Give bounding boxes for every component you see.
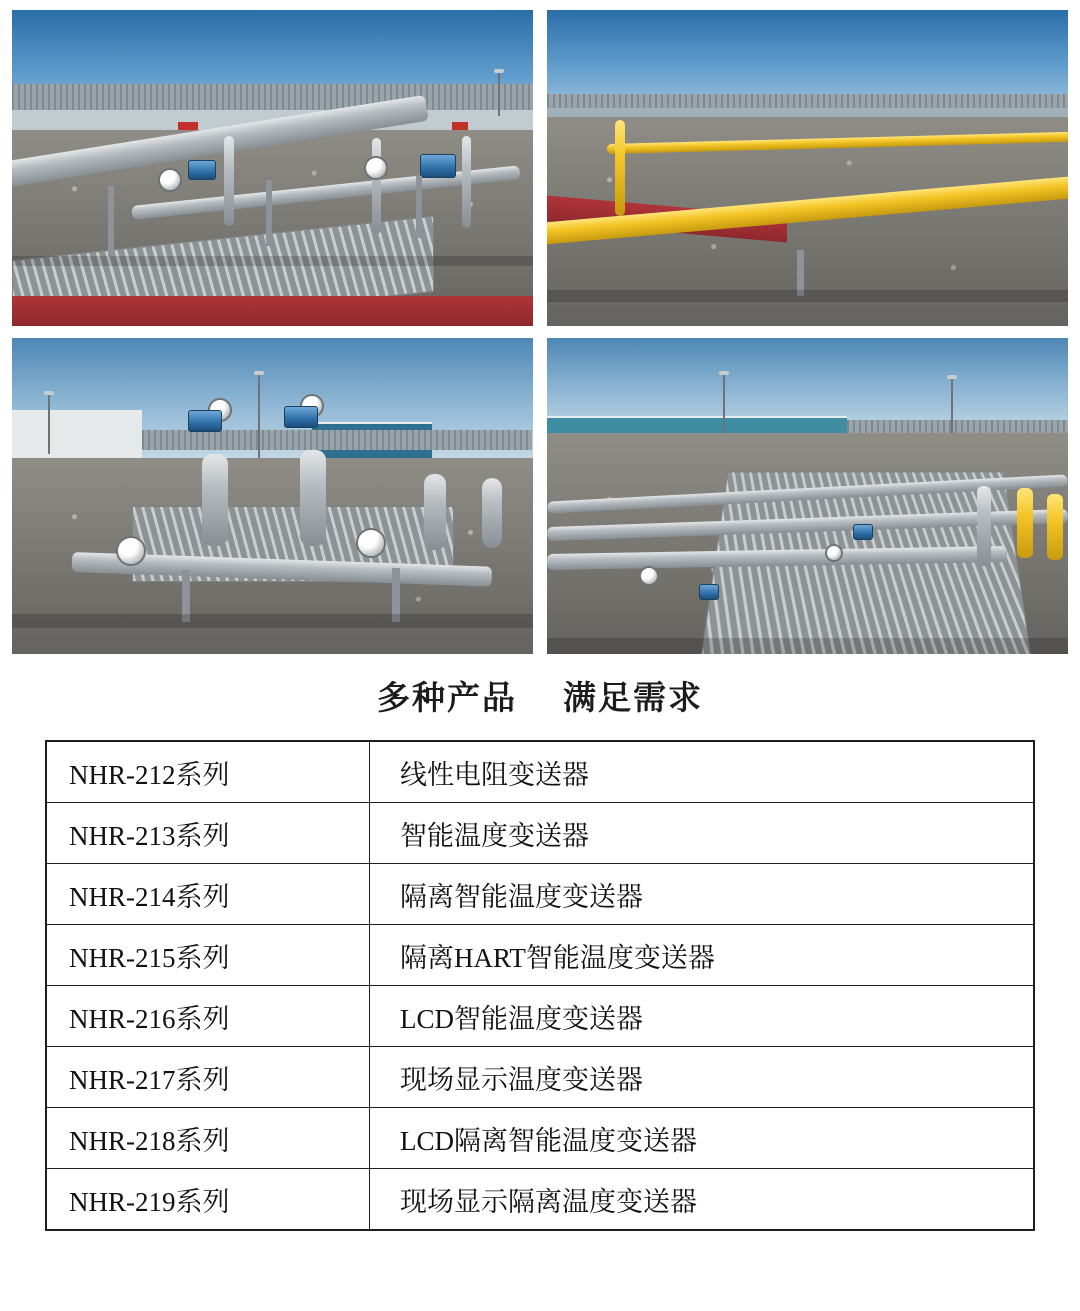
- riser-pipe: [224, 136, 234, 226]
- heading-left-text: 多种产品: [377, 678, 517, 717]
- wellhead-column: [977, 486, 991, 566]
- temperature-transmitter-icon: [853, 524, 873, 540]
- table-row: [46, 925, 1034, 986]
- table-row: [46, 1047, 1034, 1108]
- table-row: [46, 864, 1034, 925]
- product-model-table: [45, 740, 1035, 1231]
- lamp-post-icon: [723, 374, 725, 438]
- shadow: [547, 638, 1068, 654]
- pipe-support: [416, 176, 422, 238]
- yellow-riser: [615, 120, 625, 216]
- cell-name: 现场显示隔离温度变送器: [370, 1169, 1035, 1231]
- riser-pipe: [372, 138, 381, 234]
- cell-name: 现场显示温度变送器: [370, 1047, 1035, 1108]
- cell-model: NHR-219系列: [46, 1169, 370, 1231]
- photo-gallery: [12, 10, 1068, 654]
- cell-name: 线性电阻变送器: [370, 741, 1035, 803]
- instrument-column: [202, 454, 228, 546]
- shadow: [12, 614, 533, 628]
- heading-right-text: 满足需求: [563, 678, 703, 717]
- yellow-wellhead: [1047, 494, 1063, 560]
- shadow: [12, 256, 533, 266]
- cell-model: NHR-218系列: [46, 1108, 370, 1169]
- table-row: [46, 803, 1034, 864]
- photo-wellhead-instrument-skid: [12, 338, 533, 654]
- cell-model: NHR-215系列: [46, 925, 370, 986]
- pressure-gauge-icon: [825, 544, 843, 562]
- photo-pipeline-manifold-with-gauges: [12, 10, 533, 326]
- cell-name: 隔离HART智能温度变送器: [370, 925, 1035, 986]
- table-row: [46, 741, 1034, 803]
- temperature-transmitter-icon: [699, 584, 719, 600]
- cell-model: NHR-212系列: [46, 741, 370, 803]
- section-heading: [0, 672, 1080, 719]
- temperature-transmitter-icon: [188, 410, 222, 432]
- cell-model: NHR-213系列: [46, 803, 370, 864]
- cell-model: NHR-214系列: [46, 864, 370, 925]
- lamp-post-icon: [48, 394, 50, 454]
- instrument-column: [300, 450, 326, 546]
- photo-yellow-pipeline-station: [547, 10, 1068, 326]
- pressure-gauge-icon: [639, 566, 659, 586]
- pressure-gauge-icon: [116, 536, 146, 566]
- cell-name: 智能温度变送器: [370, 803, 1035, 864]
- temperature-transmitter-icon: [188, 160, 216, 180]
- pressure-gauge-icon: [364, 156, 388, 180]
- shadow: [547, 290, 1068, 302]
- table-row: [46, 1108, 1034, 1169]
- cell-model: NHR-216系列: [46, 986, 370, 1047]
- temperature-transmitter-icon: [420, 154, 456, 178]
- fence: [547, 94, 1068, 108]
- pressure-gauge-icon: [158, 168, 182, 192]
- temperature-transmitter-icon: [284, 406, 318, 428]
- cell-name: LCD智能温度变送器: [370, 986, 1035, 1047]
- table-row: [46, 986, 1034, 1047]
- pipe-support: [266, 180, 272, 246]
- pipe-support: [108, 186, 114, 256]
- fence: [142, 430, 532, 450]
- photo-pipe-rack-walkway: [547, 338, 1068, 654]
- instrument-column: [424, 474, 446, 550]
- riser-pipe: [462, 136, 471, 228]
- red-floor: [12, 296, 533, 326]
- lamp-post-icon: [498, 72, 500, 116]
- table-row: [46, 1169, 1034, 1231]
- lamp-post-icon: [258, 374, 260, 464]
- table-body: [46, 741, 1034, 1230]
- cell-name: LCD隔离智能温度变送器: [370, 1108, 1035, 1169]
- lamp-post-icon: [951, 378, 953, 438]
- cell-model: NHR-217系列: [46, 1047, 370, 1108]
- fence: [12, 84, 533, 110]
- pressure-gauge-icon: [356, 528, 386, 558]
- yellow-wellhead: [1017, 488, 1033, 558]
- cell-name: 隔离智能温度变送器: [370, 864, 1035, 925]
- instrument-column: [482, 478, 502, 548]
